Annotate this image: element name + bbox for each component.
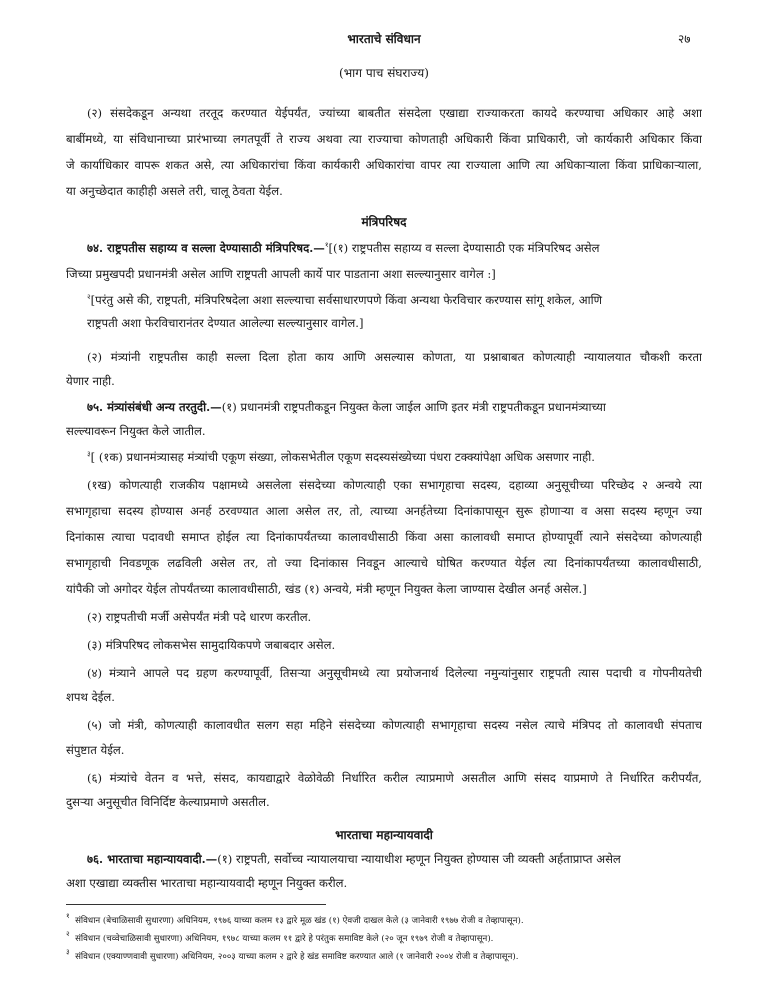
- article-76-title: ७६. भारताचा महान्यायवादी.—: [87, 852, 218, 866]
- article-74-title: ७४. राष्ट्रपतीस सहाय्य व सल्ला देण्यासाठी मंत्रिपरिषद.—: [87, 241, 325, 255]
- footnote-ref: १: [324, 241, 329, 249]
- paragraph-line: संपुष्टात येईल.: [66, 743, 125, 757]
- paragraph-line: या अनुच्छेदात काहीही असले तरी, चालू ठेवता येईल.: [66, 184, 283, 198]
- article-75-title: ७५. मंत्र्यांसंबंधी अन्य तरतुदी.—: [87, 400, 222, 414]
- paragraph-line: (६) मंत्र्यांचे वेतन व भत्ते, संसद, कायद्याद्वारे वेळोवेळी निर्धारित करील त्याप्रमाणे असतील आणि संसद याप्रमाणे ते निर्धारित करीपर्यंत,: [87, 771, 702, 785]
- paragraph-line: दुसऱ्या अनुसूचीत विनिर्दिष्ट केल्याप्रमाणे असतील.: [66, 795, 270, 809]
- footnote-text: संविधान (चव्वेचाळिसावी सुधारणा) अधिनियम, १९७८ याच्या कलम ११ द्वारे हे परंतुक समाविष्ट केले (२० जून १९७९ रोजी व तेव्हापासून).: [75, 934, 494, 944]
- article-76-text: (१) राष्ट्रपती, सर्वोच्च न्यायालयाचा न्यायाधीश म्हणून नियुक्त होण्यास जी व्यक्ती अर्हताप्राप्त असेल: [217, 852, 621, 866]
- footnote-mark: २: [66, 930, 70, 938]
- paragraph-line: (२) मंत्र्यांनी राष्ट्रपतीस काही सल्ला दिला होता काय आणि असल्यास कोणता, या प्रश्नाबाबत कोणत्याही न्यायालयात चौकशी करता: [87, 350, 702, 364]
- paragraph-line: (३) मंत्रिपरिषद लोकसभेस सामुदायिकपणे जबाबदार असेल.: [87, 638, 336, 652]
- section-heading-attorney-general: भारताचा महान्यायवादी: [335, 828, 433, 842]
- article-75-clause-1a: [87, 450, 702, 465]
- paragraph-line: बाबींमध्ये, या संविधानाच्या प्रारंभाच्या लगतपूर्वी ते राज्य अथवा त्या राज्याचा कोणताही अधिकारी किंवा प्राधिकारी, जो कार्यकारी अधिकार किंवा: [66, 132, 702, 146]
- footnote: [66, 948, 706, 962]
- paragraph-line: यांपैकी जो अगोदर येईल तोपर्यंतच्या कालावधीसाठी, खंड (१) अन्वये, मंत्री म्हणून नियुक्त केला जाण्यास देखील अनर्ह असेल.]: [66, 582, 587, 596]
- paragraph-line: सल्ल्यावरून नियुक्त केले जातील.: [66, 424, 206, 438]
- part-subtitle: (भाग पाच संघराज्य): [339, 66, 429, 80]
- footnote-text: संविधान (बेचाळिसावी सुधारणा) अधिनियम, १९७६ याच्या कलम १३ द्वारे मूळ खंड (१) ऐवजी दाखल केले (३ जानेवारी १९७७ रोजी व तेव्हापासून).: [75, 916, 524, 926]
- footnote-mark: १: [66, 912, 70, 920]
- footnote-text: संविधान (एक्याण्णवावी सुधारणा) अधिनियम, २००३ याच्या कलम २ द्वारे हे खंड समाविष्ट करण्यात आले (१ जानेवारी २००४ रोजी व तेव्हापासून).: [75, 952, 519, 962]
- article-76-first-line: [87, 852, 702, 867]
- paragraph-line: (१ख) कोणत्याही राजकीय पक्षामध्ये असलेला संसदेच्या कोणत्याही एका सभागृहाचा सदस्य, दहाव्या अनुसूचीच्या परिच्छेद २ अन्वये त्या: [87, 478, 702, 492]
- paragraph-line: जिच्या प्रमुखपदी प्रधानमंत्री असेल आणि राष्ट्रपती आपली कार्ये पार पाडताना अशा सल्ल्यानुसार वागेल :]: [66, 267, 496, 281]
- paragraph-line: (२) राष्ट्रपतीची मर्जी असेपर्यंत मंत्री पदे धारण करतील.: [87, 610, 312, 624]
- paragraph-line: सभागृहाचा सदस्य होण्यास अनर्ह ठरवण्यात आला असेल तर, तो, त्याच्या अनर्हतेच्या दिनांकापासून सुरू होणाऱ्या व असा सदस्य म्हणून ज्या: [66, 504, 702, 518]
- section-heading-council-of-ministers: मंत्रिपरिषद: [361, 215, 407, 229]
- article-74-first-line: [87, 241, 702, 256]
- article-75-first-line: [87, 400, 702, 415]
- paragraph-line: येणार नाही.: [66, 374, 115, 388]
- paragraph-line: (२) संसदेकडून अन्यथा तरतूद करण्यात येईपर्यंत, ज्यांच्या बाबतीत संसदेला एखाद्या राज्याकरता कायदे करण्याचा अधिकार आहे अशा: [87, 106, 702, 120]
- page-number: २७: [678, 32, 691, 46]
- paragraph-line: सभागृहाची निवडणूक लढविली असेल तर, तो ज्या दिनांकास निवडून आल्याचे घोषित करण्यात येईल त्या दिनांकापर्यंतच्या कालावधीसाठी,: [66, 556, 702, 570]
- footnote-ref: २: [87, 293, 91, 301]
- footnote: [66, 930, 706, 944]
- footnote-ref: ३: [87, 450, 91, 458]
- paragraph-line: (५) जो मंत्री, कोणत्याही कालावधीत सलग सहा महिने संसदेच्या कोणत्याही सभागृहाचा सदस्य नसेल त्याचे मंत्रिपद तो कालावधी संपताच: [87, 718, 702, 732]
- running-title: भारताचे संविधान: [347, 32, 421, 46]
- paragraph-line: अशा एखाद्या व्यक्तीस भारताचा महान्यायवादी म्हणून नियुक्त करील.: [66, 876, 348, 890]
- footnote-divider: [66, 904, 326, 905]
- clause-text: [ (१क) प्रधानमंत्र्यासह मंत्र्यांची एकूण संख्या, लोकसभेतील एकूण सदस्यसंख्येच्या पंधरा टक्क्यांपेक्षा अधिक असणार नाही.: [90, 450, 595, 464]
- article-74-proviso-line: [87, 293, 702, 308]
- footnote-mark: ३: [66, 948, 70, 956]
- paragraph-line: जे कार्याधिकार वापरू शकत असे, त्या अधिकारांचा किंवा कार्यकारी अधिकारांचा वापर त्या राज्याला आणि त्या अधिकाऱ्याला किंवा प्राधिकाऱ्याला,: [66, 158, 702, 172]
- footnote: [66, 912, 706, 926]
- article-74-text: [(१) राष्ट्रपतीस सहाय्य व सल्ला देण्यासाठी एक मंत्रिपरिषद असेल: [328, 241, 600, 255]
- paragraph-line: शपथ देईल.: [66, 690, 115, 704]
- paragraph-line: राष्ट्रपती अशा फेरविचारानंतर देण्यात आलेल्या सल्ल्यानुसार वागेल.]: [87, 316, 364, 330]
- paragraph-line: दिनांकास त्याचा पदावधी समाप्त होईल त्या दिनांकापर्यंतच्या कालावधीसाठी किंवा असा कालावधी समाप्त होण्यापूर्वी त्याने संसदेच्या कोणत्याही: [66, 530, 702, 544]
- proviso-text: [परंतु असे की, राष्ट्रपती, मंत्रिपरिषदेला अशा सल्ल्याचा सर्वसाधारणपणे किंवा अन्यथा फेरविचार करण्यास सांगू शकेल, आणि: [90, 293, 602, 307]
- article-75-text: (१) प्रधानमंत्री राष्ट्रपतीकडून नियुक्त केला जाईल आणि इतर मंत्री राष्ट्रपतीकडून प्रधानमंत्र्याच्या: [221, 400, 606, 414]
- paragraph-line: (४) मंत्र्याने आपले पद ग्रहण करण्यापूर्वी, तिसऱ्या अनुसूचीमध्ये त्या प्रयोजनार्थ दिलेल्या नमुन्यांनुसार राष्ट्रपती त्यास पदाची व गोपनीयतेची: [87, 666, 702, 680]
